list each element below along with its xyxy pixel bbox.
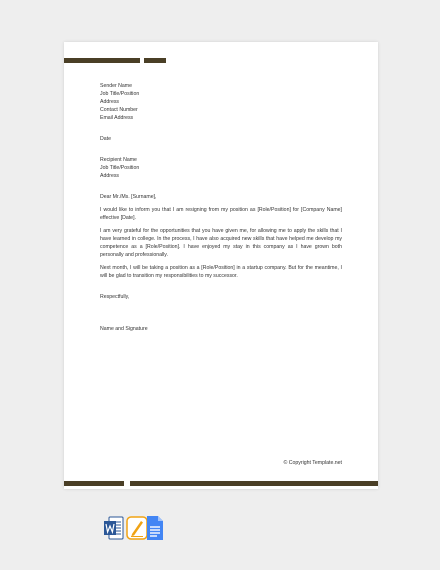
recipient-address: Address [100,173,120,179]
bottom-decor-bar-left [64,481,124,486]
sender-title: Job Title/Position [100,91,140,97]
document-page [64,42,378,489]
copyright-text: © Copyright Template.net [283,460,342,466]
closing: Respectfully, [100,294,130,300]
recipient-title: Job Title/Position [100,165,140,171]
paragraph-resignation: I would like to inform you that I am resigning from my position as [Role/Position] for [Company Name] effective [Date]. [100,207,342,221]
letter-date: Date [100,136,111,142]
google-docs-icon[interactable] [146,515,164,541]
top-decor-bar-right [144,58,166,63]
salutation: Dear Mr./Ms. [Surname], [100,194,157,200]
paragraph-gratitude: I am very grateful for the opportunities that you have given me, for allowing me to apply the skills that I have learned in college. In the process, I have also acquired new skills that have helped me develop my competence as a [Role/Position]. I have enjoyed my stay in this company as I have grown both personally and professionally. [100,228,342,258]
sender-address: Address [100,99,120,105]
word-icon[interactable] [104,515,124,541]
sender-name: Sender Name [100,83,133,89]
sender-contact: Contact Number [100,107,138,113]
letter-body [100,82,342,333]
paragraph-transition: Next month, I will be taking a position as a [Role/Position] in a startup company. But for the meantime, I will be glad to transition my responsibilities to my successor. [100,265,342,279]
bottom-decor-bar-right [130,481,378,486]
top-decor-bar-left [64,58,140,63]
signature: Name and Signature [100,326,148,332]
sender-email: Email Address [100,115,134,121]
pages-icon[interactable] [126,515,148,541]
recipient-name: Recipient Name [100,157,137,163]
